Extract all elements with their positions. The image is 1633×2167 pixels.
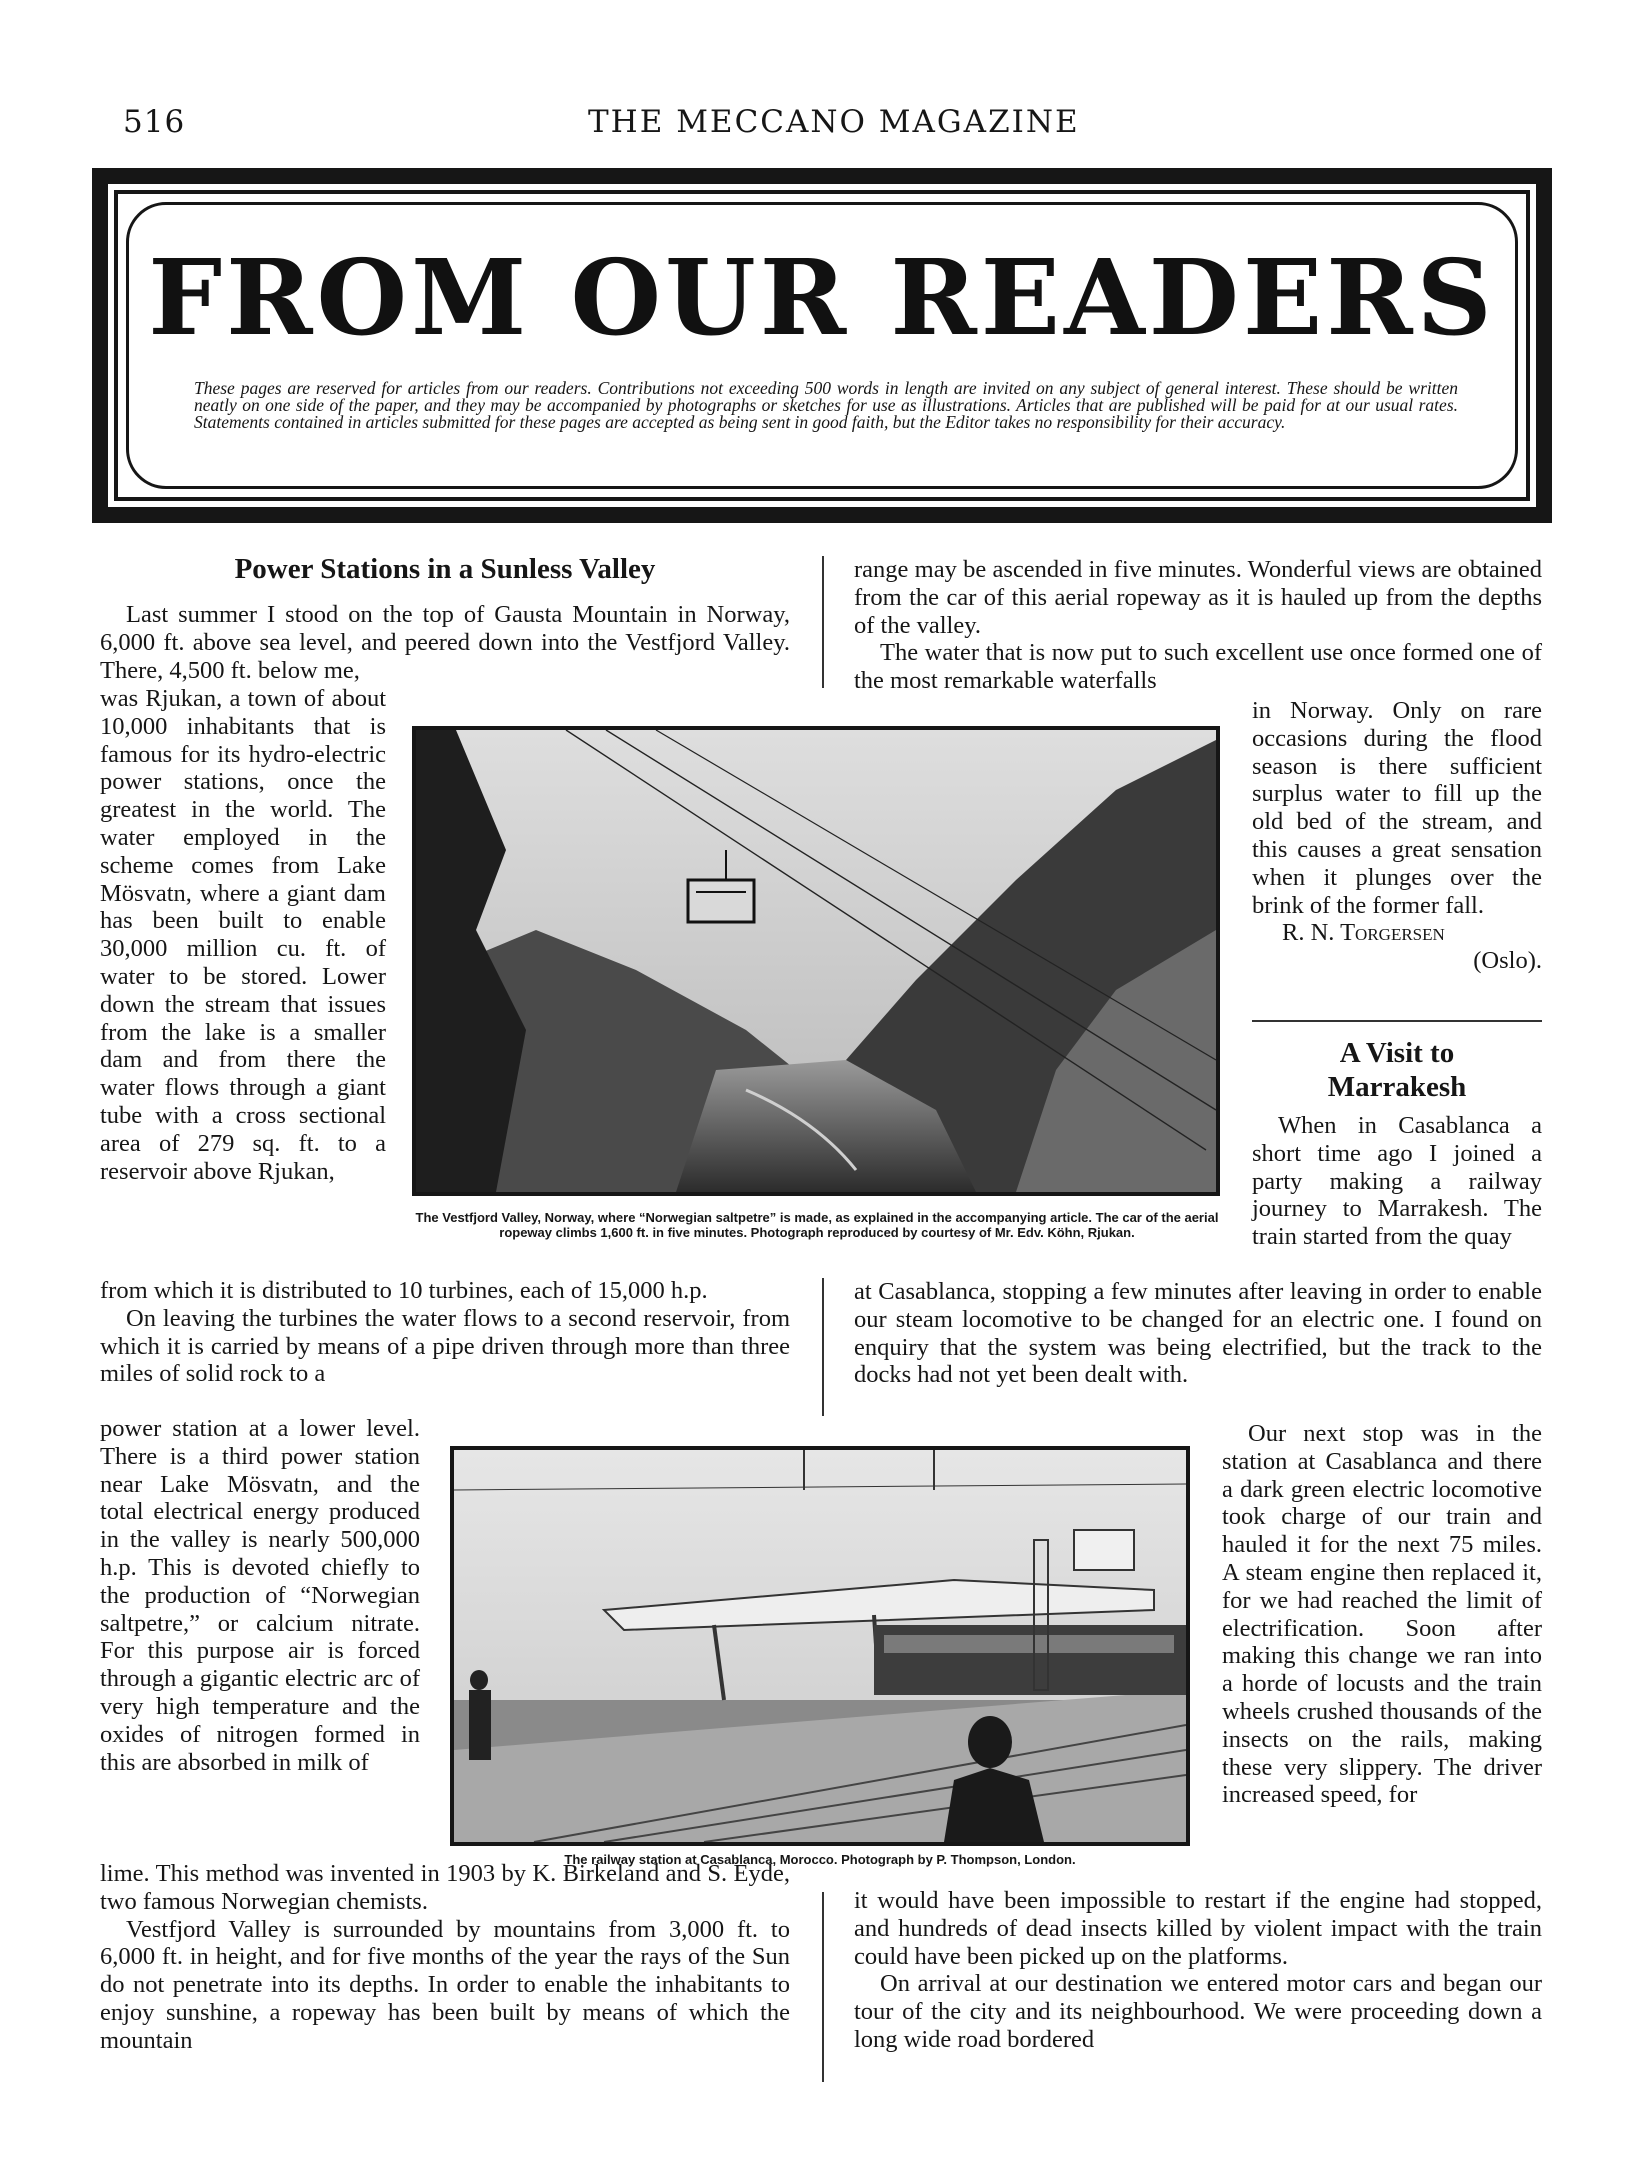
article-title-power-stations: Power Stations in a Sunless Valley xyxy=(234,553,656,585)
photo-casablanca-caption: The railway station at Casablanca, Morocco. Photograph by P. Thompson, London. xyxy=(564,1852,1076,1867)
railway-station-image xyxy=(454,1450,1186,1842)
banner-note: These pages are reserved for articles from our readers. Contributions not exceeding 500 words in length are invited on any subject of general interest. These should be written neatly on one side of the paper, and they may be accompanied by photographs or sketches for use as illustrations. Articles that are published will be paid for at our usual rates. Statements contained in articles submitted for these pages are accepted as being sent in good faith, but the Editor takes no responsibility for their accuracy. xyxy=(194,378,1458,432)
article2-text: On arrival at our destination we entered motor cars and began our tour of the city and its neighbourhood. We were proceeding down a long wide road bordered xyxy=(854,1970,1542,2053)
article1-text: Last summer I stood on the top of Gausta Mountain in Norway, 6,000 ft. above sea level, and peered down into the Vestfjord Valley. There, 4,500 ft. below me, xyxy=(100,601,790,684)
article1-para1-end xyxy=(100,1277,790,1388)
article1-para2-end xyxy=(100,1860,790,2055)
article2-title-line1: A Visit to xyxy=(1339,1037,1455,1069)
article1-text: from which it is distributed to 10 turbines, each of 15,000 h.p. xyxy=(100,1277,708,1304)
column-rule-bottom xyxy=(822,1892,824,2082)
article2-para2-narrow xyxy=(1222,1420,1542,1809)
article1-para2-narrow xyxy=(100,1415,420,1776)
article1-text: On leaving the turbines the water flows to a second reservoir, from which it is carried by means of a pipe driven through more than three miles of solid rock to a xyxy=(100,1304,790,1388)
article2-text: it would have been impossible to restart if the engine had stopped, and hundreds of dead insects killed by violent impact with the train could have been picked up on the platforms. xyxy=(854,1887,1542,1970)
article1-text: power station at a lower level. There is a third power station near Lake Mösvatn, and the total electrical energy produced in the valley is nearly 500,000 h.p. This is devoted chiefly to the production of “Norwegian saltpetre,” or calcium nitrate. For this purpose air is forced through a gigantic electric arc of very high temperature and the oxides of nitrogen formed in this are absorbed in milk of xyxy=(100,1415,420,1776)
article1-para1-top xyxy=(100,601,790,684)
article1-location: (Oslo). xyxy=(1473,947,1542,975)
article-separator xyxy=(1252,1020,1542,1022)
banner-title xyxy=(108,236,1536,359)
article1-text: in Norway. Only on rare occasions during the flood season is there sufficient surplus water to fill up the old bed of the stream, and this causes a great sensation when it plunges over the brink of the former fall. xyxy=(1252,697,1542,919)
article1-author: R. N. Torgersen xyxy=(1282,919,1445,947)
article-title-marrakesh xyxy=(1252,1036,1542,1104)
article1-para4-narrow xyxy=(1252,697,1542,975)
article2-text: at Casablanca, stopping a few minutes after leaving in order to enable our steam locomotive to be changed for an electric one. I found on enquiry that the system was being electrified, but the track to the docks had not yet been dealt with. xyxy=(854,1278,1542,1389)
column-rule-top xyxy=(822,556,824,688)
article2-para2-full xyxy=(854,1887,1542,2054)
section-banner xyxy=(92,168,1552,523)
article1-text: was Rjukan, a town of about 10,000 inhabitants that is famous for its hydro-electric power stations, once the greatest in the world. The water employed in the scheme comes from Lake Mösvatn, where a giant dam has been built to enable 30,000 million cu. ft. of water to be stored. Lower down the stream that issues from the lake is a smaller dam and from there the water flows through a giant tube with a cross sectional area of 279 sq. ft. to a reservoir above Rjukan, xyxy=(100,685,386,1185)
article1-text: range may be ascended in five minutes. Wonderful views are obtained from the car of this aerial ropeway as it is hauled up from the depths of the valley. xyxy=(854,556,1542,639)
article2-para1-narrow xyxy=(1252,1112,1542,1251)
photo-vestfjord-valley xyxy=(412,726,1220,1196)
article2-text: When in Casablanca a short time ago I joined a party making a railway journey to Marrakesh. The train started from the quay xyxy=(1252,1112,1542,1251)
valley-ropeway-image xyxy=(416,730,1216,1192)
article2-title-line2: Marrakesh xyxy=(1327,1071,1467,1103)
article1-text: Vestfjord Valley is surrounded by mountains from 3,000 ft. to 6,000 ft. in height, and for five months of the year the rays of the Sun do not penetrate into its depths. In order to enable the inhabitants to enjoy sunshine, a ropeway has been built by means of which the mountain xyxy=(100,1915,790,2054)
article1-text: lime. This method was invented in 1903 by K. Birkeland and S. Eyde, two famous Norwegian chemists. xyxy=(100,1860,790,1915)
magazine-title: THE MECCANO MAGAZINE xyxy=(588,104,1080,140)
article1-text: The water that is now put to such excellent use once formed one of the most remarkable waterfalls xyxy=(854,639,1542,695)
page-number: 516 xyxy=(123,104,186,140)
photo-vestfjord-caption: The Vestfjord Valley, Norway, where “Norwegian saltpetre” is made, as explained in the accompanying article. The car of the aerial ropeway climbs 1,600 ft. in five minutes. Photograph reproduced by courtesy of Mr. Edv. Köhn, Rjukan. xyxy=(415,1210,1219,1240)
photo-casablanca-station xyxy=(450,1446,1190,1846)
article1-para1-narrow xyxy=(100,685,386,1185)
article2-text: Our next stop was in the station at Casablanca and there a dark green electric locomotive took charge of our train and hauled it for the next 75 miles. A steam engine then replaced it, for we had reached the limit of electrification. Soon after making this change we ran into a horde of locusts and the train wheels crushed thousands of the insects on the rails, making these very slippery. The driver increased speed, for xyxy=(1222,1420,1542,1809)
article2-para1-full xyxy=(854,1278,1542,1389)
banner-title-text: FROM OUR READERS xyxy=(148,236,1496,359)
column-rule-middle xyxy=(822,1278,824,1416)
article1-continuation xyxy=(854,556,1542,695)
